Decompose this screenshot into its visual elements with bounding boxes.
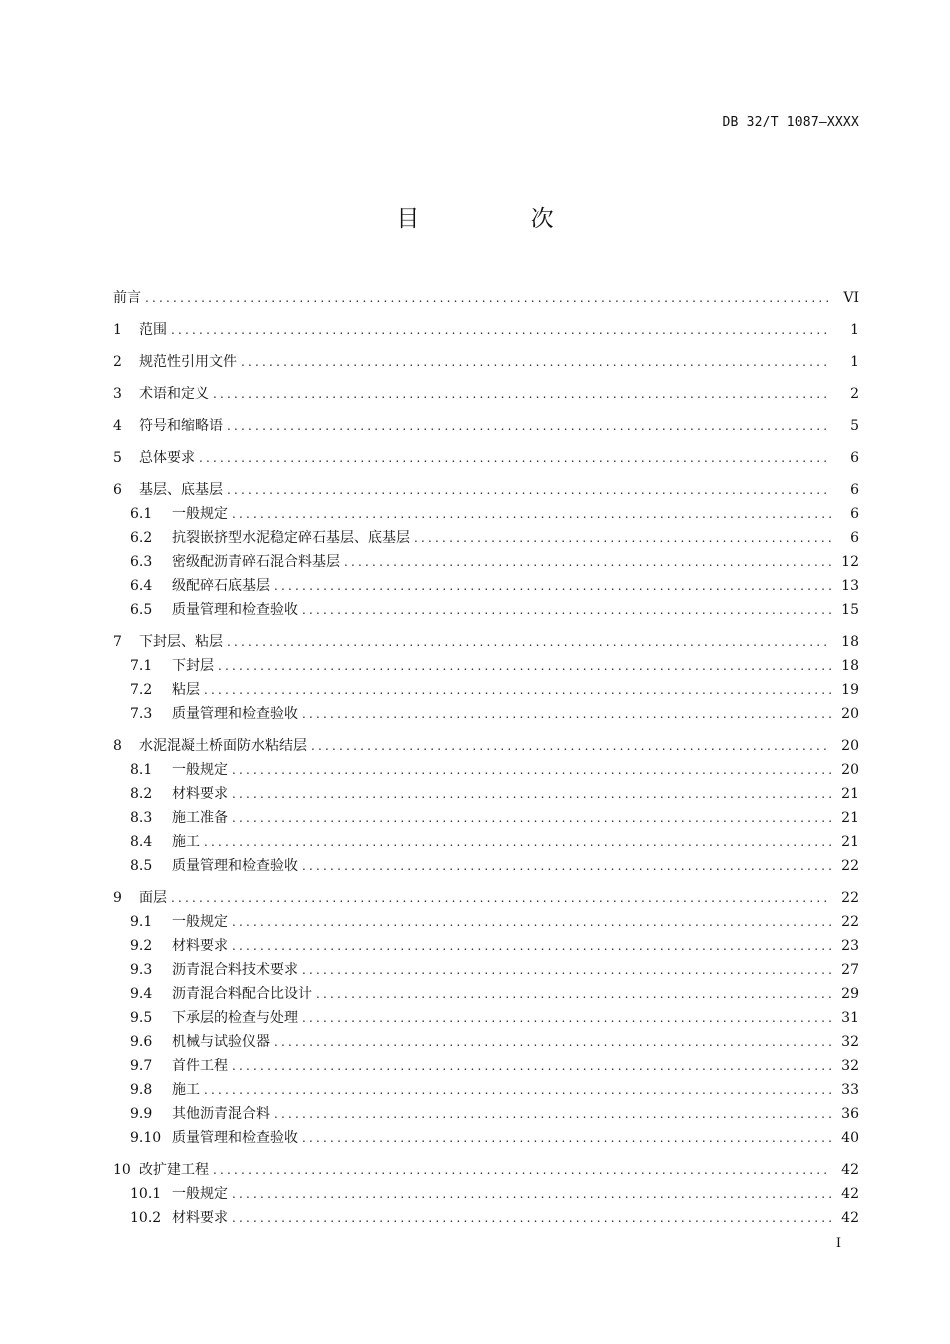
- toc-entry-number: 6.4: [130, 578, 153, 594]
- toc-entry[interactable]: [113, 1078, 859, 1102]
- toc-dot-leader: [204, 830, 831, 854]
- toc-entry[interactable]: [113, 934, 859, 958]
- toc-dot-leader: [213, 1158, 831, 1182]
- toc-entry-label: 材料要求: [172, 1210, 228, 1226]
- toc-entry-page: 22: [841, 914, 859, 930]
- toc-dot-leader: [204, 1078, 831, 1102]
- toc-entry-page: 19: [841, 682, 859, 698]
- toc-entry-label: 质量管理和检查验收: [172, 1130, 298, 1146]
- toc-entry[interactable]: [113, 550, 859, 574]
- toc-entry-label: 下封层: [172, 658, 214, 674]
- toc-entry-label: 总体要求: [139, 450, 195, 466]
- toc-entry-label: 一般规定: [172, 914, 228, 930]
- toc-entry-page: 22: [841, 858, 859, 874]
- toc-entry[interactable]: [113, 446, 859, 470]
- toc-entry[interactable]: [113, 734, 859, 758]
- toc-entry-label: 密级配沥青碎石混合料基层: [172, 554, 340, 570]
- toc-entry-page: 36: [841, 1106, 859, 1122]
- toc-entry-page: 32: [841, 1058, 859, 1074]
- toc-entry-number: 9.6: [130, 1034, 153, 1050]
- toc-entry-number: 7: [113, 634, 122, 650]
- toc-dot-leader: [302, 958, 831, 982]
- toc-entry-page: 1: [850, 322, 859, 338]
- toc-entry-number: 8.1: [130, 762, 153, 778]
- toc-dot-leader: [302, 598, 831, 622]
- toc-entry-page: 29: [841, 986, 859, 1002]
- toc-entry-number: 6.1: [130, 506, 153, 522]
- toc-dot-leader: [311, 734, 831, 758]
- toc-entry[interactable]: [113, 350, 859, 374]
- toc-entry-page: 23: [841, 938, 859, 954]
- toc-entry-label: 下封层、粘层: [139, 634, 223, 650]
- page-title: 目 次: [396, 206, 606, 232]
- toc-dot-leader: [232, 910, 831, 934]
- toc-entry-label: 面层: [139, 890, 167, 906]
- toc-entry-page: 42: [841, 1162, 859, 1178]
- toc-entry-page: 1: [850, 354, 859, 370]
- toc-entry-label: 基层、底基层: [139, 482, 223, 498]
- toc-entry[interactable]: [113, 1182, 859, 1206]
- toc-entry-number: 8.5: [130, 858, 153, 874]
- toc-entry-page: 21: [841, 810, 859, 826]
- toc-entry-page: 40: [841, 1130, 859, 1146]
- toc-dot-leader: [232, 782, 831, 806]
- toc-entry-number: 3: [113, 386, 122, 402]
- toc-entry-label: 一般规定: [172, 762, 228, 778]
- toc-entry-page: 32: [841, 1034, 859, 1050]
- toc-entry-page: 20: [841, 706, 859, 722]
- toc-entry-page: 12: [841, 554, 859, 570]
- toc-entry[interactable]: [113, 958, 859, 982]
- toc-entry[interactable]: [113, 1054, 859, 1078]
- toc-entry-number: 9.3: [130, 962, 153, 978]
- toc-entry-label: 首件工程: [172, 1058, 228, 1074]
- toc-dot-leader: [213, 382, 831, 406]
- toc-entry[interactable]: [113, 478, 859, 502]
- toc-entry[interactable]: [113, 830, 859, 854]
- toc-entry-label: 改扩建工程: [139, 1162, 209, 1178]
- toc-entry-page: 18: [841, 658, 859, 674]
- toc-entry-page: 6: [850, 530, 859, 546]
- toc-entry-number: 8.3: [130, 810, 153, 826]
- toc-entry-number: 6.5: [130, 602, 153, 618]
- toc-entry-number: 7.3: [130, 706, 153, 722]
- toc-entry-number: 6.3: [130, 554, 153, 570]
- toc-dot-leader: [302, 702, 831, 726]
- toc-entry-label: 符号和缩略语: [139, 418, 223, 434]
- toc-entry-page: 20: [841, 738, 859, 754]
- toc-entry[interactable]: [113, 678, 859, 702]
- toc-entry[interactable]: [113, 286, 859, 310]
- toc-entry[interactable]: [113, 758, 859, 782]
- toc-entry-page: 33: [841, 1082, 859, 1098]
- toc-dot-leader: [204, 678, 831, 702]
- toc-entry[interactable]: [113, 382, 859, 406]
- toc-entry[interactable]: [113, 1102, 859, 1126]
- toc-entry-label: 前言: [113, 290, 141, 306]
- toc-entry[interactable]: [113, 574, 859, 598]
- toc-entry-label: 质量管理和检查验收: [172, 858, 298, 874]
- toc-entry-page: 22: [841, 890, 859, 906]
- toc-entry-number: 6: [113, 482, 122, 498]
- toc-dot-leader: [302, 854, 831, 878]
- toc-entry-number: 8.4: [130, 834, 153, 850]
- toc-entry-number: 8: [113, 738, 122, 754]
- toc-entry-number: 9.8: [130, 1082, 153, 1098]
- toc-entry-page: 2: [850, 386, 859, 402]
- toc-entry-number: 4: [113, 418, 122, 434]
- toc-entry-label: 沥青混合料技术要求: [172, 962, 298, 978]
- toc-entry-page: 42: [841, 1186, 859, 1202]
- toc-entry-number: 1: [113, 322, 122, 338]
- toc-dot-leader: [316, 982, 831, 1006]
- toc-entry[interactable]: [113, 318, 859, 342]
- toc-entry[interactable]: [113, 526, 859, 550]
- toc-entry-page: 5: [850, 418, 859, 434]
- toc-entry-number: 7.1: [130, 658, 153, 674]
- toc-entry-label: 范围: [139, 322, 167, 338]
- toc-dot-leader: [302, 1006, 831, 1030]
- toc-entry[interactable]: [113, 414, 859, 438]
- toc-entry[interactable]: [113, 1158, 859, 1182]
- toc-dot-leader: [274, 1102, 831, 1126]
- toc-entry-label: 施工: [172, 1082, 200, 1098]
- toc-entry-label: 规范性引用文件: [139, 354, 237, 370]
- toc-dot-leader: [302, 1126, 831, 1150]
- toc-entry-number: 9.5: [130, 1010, 153, 1026]
- toc-entry-page: 6: [850, 450, 859, 466]
- toc-dot-leader: [232, 806, 831, 830]
- toc-entry-number: 2: [113, 354, 122, 370]
- toc-entry[interactable]: [113, 982, 859, 1006]
- toc-entry-label: 质量管理和检查验收: [172, 706, 298, 722]
- toc-entry[interactable]: [113, 1206, 859, 1230]
- toc-entry-label: 抗裂嵌挤型水泥稳定碎石基层、底基层: [172, 530, 410, 546]
- toc-dot-leader: [145, 286, 831, 310]
- standard-code: DB 32/T 1087—XXXX: [722, 115, 859, 130]
- toc-dot-leader: [171, 318, 831, 342]
- toc-entry-page: 15: [841, 602, 859, 618]
- toc-entry-number: 9.9: [130, 1106, 153, 1122]
- toc-entry-page: 42: [841, 1210, 859, 1226]
- toc-entry-page: 21: [841, 786, 859, 802]
- toc-entry-page: 21: [841, 834, 859, 850]
- toc-dot-leader: [344, 550, 831, 574]
- toc-entry-number: 10: [113, 1162, 131, 1178]
- toc-entry[interactable]: [113, 782, 859, 806]
- toc-entry-label: 沥青混合料配合比设计: [172, 986, 312, 1002]
- toc-entry-page: 18: [841, 634, 859, 650]
- toc-entry-number: 9.7: [130, 1058, 153, 1074]
- toc-entry-number: 9.4: [130, 986, 153, 1002]
- toc-entry[interactable]: [113, 630, 859, 654]
- toc-entry-number: 5: [113, 450, 122, 466]
- toc-entry-label: 施工: [172, 834, 200, 850]
- toc-entry[interactable]: [113, 806, 859, 830]
- toc-entry[interactable]: [113, 702, 859, 726]
- toc-entry-number: 10.1: [130, 1186, 162, 1202]
- toc-entry-label: 施工准备: [172, 810, 228, 826]
- toc-entry-label: 一般规定: [172, 506, 228, 522]
- toc-dot-leader: [274, 1030, 831, 1054]
- toc-entry-page: 27: [841, 962, 859, 978]
- toc-dot-leader: [232, 934, 831, 958]
- toc-entry[interactable]: [113, 502, 859, 526]
- toc-dot-leader: [227, 478, 831, 502]
- toc-dot-leader: [241, 350, 831, 374]
- toc-dot-leader: [232, 1054, 831, 1078]
- toc-entry-number: 9.2: [130, 938, 153, 954]
- toc-entry[interactable]: [113, 1030, 859, 1054]
- toc-entry-page: 6: [850, 482, 859, 498]
- toc-dot-leader: [199, 446, 831, 470]
- toc-entry-label: 质量管理和检查验收: [172, 602, 298, 618]
- toc-entry-label: 水泥混凝土桥面防水粘结层: [139, 738, 307, 754]
- toc-entry-number: 7.2: [130, 682, 153, 698]
- toc-dot-leader: [232, 1182, 831, 1206]
- toc-entry[interactable]: [113, 1126, 859, 1150]
- toc-entry-number: 9.1: [130, 914, 153, 930]
- toc-entry-label: 一般规定: [172, 1186, 228, 1202]
- toc-entry-label: 级配碎石底基层: [172, 578, 270, 594]
- toc-dot-leader: [232, 1206, 831, 1230]
- toc-entry-label: 粘层: [172, 682, 200, 698]
- toc-entry[interactable]: [113, 1006, 859, 1030]
- toc-entry-number: 9.10: [130, 1130, 162, 1146]
- toc-entry-page: 20: [841, 762, 859, 778]
- toc-dot-leader: [218, 654, 831, 678]
- toc-entry-label: 材料要求: [172, 938, 228, 954]
- toc-dot-leader: [274, 574, 831, 598]
- toc-dot-leader: [232, 502, 831, 526]
- toc-entry-label: 术语和定义: [139, 386, 209, 402]
- toc-dot-leader: [171, 886, 831, 910]
- toc-entry-label: 材料要求: [172, 786, 228, 802]
- toc-entry[interactable]: [113, 598, 859, 622]
- table-of-contents: [113, 286, 859, 1230]
- toc-dot-leader: [227, 630, 831, 654]
- toc-dot-leader: [232, 758, 831, 782]
- toc-entry-label: 其他沥青混合料: [172, 1106, 270, 1122]
- toc-dot-leader: [227, 414, 831, 438]
- toc-entry-page: 13: [841, 578, 859, 594]
- toc-dot-leader: [414, 526, 831, 550]
- toc-entry-label: 机械与试验仪器: [172, 1034, 270, 1050]
- toc-entry[interactable]: [113, 654, 859, 678]
- toc-entry-page: 31: [841, 1010, 859, 1026]
- toc-entry-number: 10.2: [130, 1210, 162, 1226]
- toc-entry-page: VI: [843, 290, 859, 306]
- toc-entry-number: 9: [113, 890, 122, 906]
- toc-entry-label: 下承层的检查与处理: [172, 1010, 298, 1026]
- toc-entry[interactable]: [113, 854, 859, 878]
- page-number: I: [835, 1236, 841, 1251]
- toc-entry-page: 6: [850, 506, 859, 522]
- toc-entry-number: 6.2: [130, 530, 153, 546]
- toc-entry[interactable]: [113, 886, 859, 910]
- toc-entry[interactable]: [113, 910, 859, 934]
- toc-entry-number: 8.2: [130, 786, 153, 802]
